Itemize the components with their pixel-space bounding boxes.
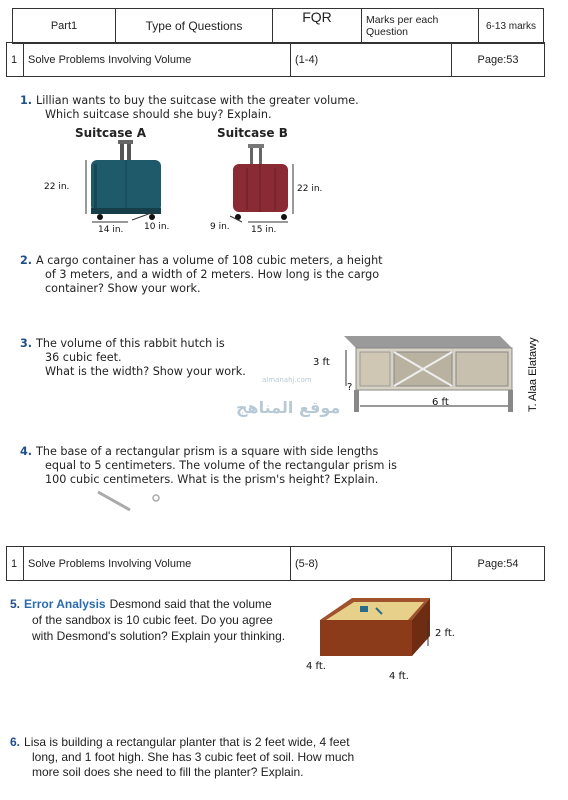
question-number: 4. bbox=[20, 445, 33, 458]
author-name: T. Alaa Elatawy bbox=[527, 337, 539, 412]
question-3 bbox=[20, 337, 225, 351]
type-of-questions-cell: Type of Questions bbox=[116, 9, 273, 44]
error-analysis-title: Error Analysis bbox=[24, 597, 106, 611]
question-text: Lisa is building a rectangular planter that is 2 feet wide, 4 feet bbox=[24, 735, 350, 749]
hutch-height: 3 ft bbox=[313, 357, 330, 368]
question-number: 3. bbox=[20, 337, 33, 350]
section-range: (1-4) bbox=[291, 43, 452, 77]
question-3-line-2: 36 cubic feet. bbox=[45, 351, 122, 364]
question-number: 1. bbox=[20, 94, 33, 107]
rabbit-hutch-figure bbox=[330, 330, 520, 420]
marks-label-cell: Marks per each Question bbox=[362, 9, 479, 44]
suitcase-a-width: 14 in. bbox=[98, 225, 124, 235]
question-2-line-3: container? Show your work. bbox=[45, 282, 201, 295]
question-2 bbox=[20, 254, 383, 268]
section-page: Page:53 bbox=[452, 43, 545, 77]
question-text: Lillian wants to buy the suitcase with the greater volume. bbox=[36, 94, 359, 107]
question-text: The base of a rectangular prism is a square with side lengths bbox=[36, 445, 379, 458]
suitcase-a-height: 22 in. bbox=[44, 182, 70, 192]
section-topic: Solve Problems Involving Volume bbox=[24, 43, 291, 77]
question-number: 2. bbox=[20, 254, 33, 267]
question-text: The volume of this rabbit hutch is bbox=[36, 337, 225, 350]
question-6 bbox=[10, 735, 350, 749]
suitcase-b bbox=[230, 144, 293, 222]
question-number: 5. bbox=[10, 597, 21, 611]
hutch-width: ? bbox=[347, 382, 353, 393]
question-5-line-2: of the sandbox is 10 cubic feet. Do you agree bbox=[32, 613, 273, 627]
sandbox-height: 2 ft. bbox=[435, 628, 455, 639]
suitcases-figure bbox=[40, 138, 340, 238]
question-3-line-3: What is the width? Show your work. bbox=[45, 365, 246, 378]
header-table bbox=[12, 8, 544, 44]
question-text: A cargo container has a volume of 108 cubic meters, a height bbox=[36, 254, 383, 267]
question-1 bbox=[20, 94, 359, 108]
question-4 bbox=[20, 445, 378, 459]
suitcase-b-height: 22 in. bbox=[297, 184, 323, 194]
fqr-cell bbox=[273, 9, 362, 44]
question-text: Desmond said that the volume bbox=[109, 597, 272, 611]
suitcase-b-depth: 9 in. bbox=[210, 222, 230, 232]
sandbox-height-bracket bbox=[423, 618, 433, 648]
question-6-line-3: more soil does she need to fill the planter? Explain. bbox=[32, 765, 304, 779]
watermark-site: almanahj.com bbox=[262, 376, 312, 384]
question-number: 6. bbox=[10, 735, 21, 749]
pencil-mark-icon bbox=[96, 488, 166, 520]
question-6-line-2: long, and 1 foot high. She has 3 cubic feet of soil. How much bbox=[32, 750, 355, 764]
question-2-line-2: of 3 meters, and a width of 2 meters. How long is the cargo bbox=[45, 268, 380, 281]
sandbox-depth: 4 ft. bbox=[306, 661, 326, 672]
suitcase-a bbox=[86, 140, 161, 222]
question-5-line-3: with Desmond's solution? Explain your thinking. bbox=[32, 629, 286, 643]
question-4-line-2: equal to 5 centimeters. The volume of the rectangular prism is bbox=[45, 459, 397, 472]
section-number: 1 bbox=[7, 43, 24, 77]
section-row-1 bbox=[6, 42, 545, 77]
question-5 bbox=[10, 597, 272, 611]
section-range: (5-8) bbox=[291, 547, 452, 581]
section-page: Page:54 bbox=[452, 547, 545, 581]
part-cell: Part1 bbox=[13, 9, 116, 44]
sandbox-width: 4 ft. bbox=[389, 671, 409, 682]
question-1-line-2: Which suitcase should she buy? Explain. bbox=[45, 108, 272, 121]
section-number: 1 bbox=[7, 547, 24, 581]
suitcase-b-label: Suitcase B bbox=[217, 126, 288, 140]
suitcase-b-width: 15 in. bbox=[251, 225, 277, 235]
suitcase-a-depth: 10 in. bbox=[144, 222, 170, 232]
section-row-2 bbox=[6, 546, 545, 581]
section-topic: Solve Problems Involving Volume bbox=[24, 547, 291, 581]
fqr-label: FQR bbox=[302, 9, 332, 25]
question-4-line-3: 100 cubic centimeters. What is the prism's height? Explain. bbox=[45, 473, 379, 486]
marks-value-cell: 6-13 marks bbox=[479, 9, 544, 44]
suitcase-a-label: Suitcase A bbox=[75, 126, 146, 140]
watermark-arabic: موقع المناهج bbox=[236, 398, 341, 417]
hutch-length: 6 ft bbox=[432, 397, 449, 408]
